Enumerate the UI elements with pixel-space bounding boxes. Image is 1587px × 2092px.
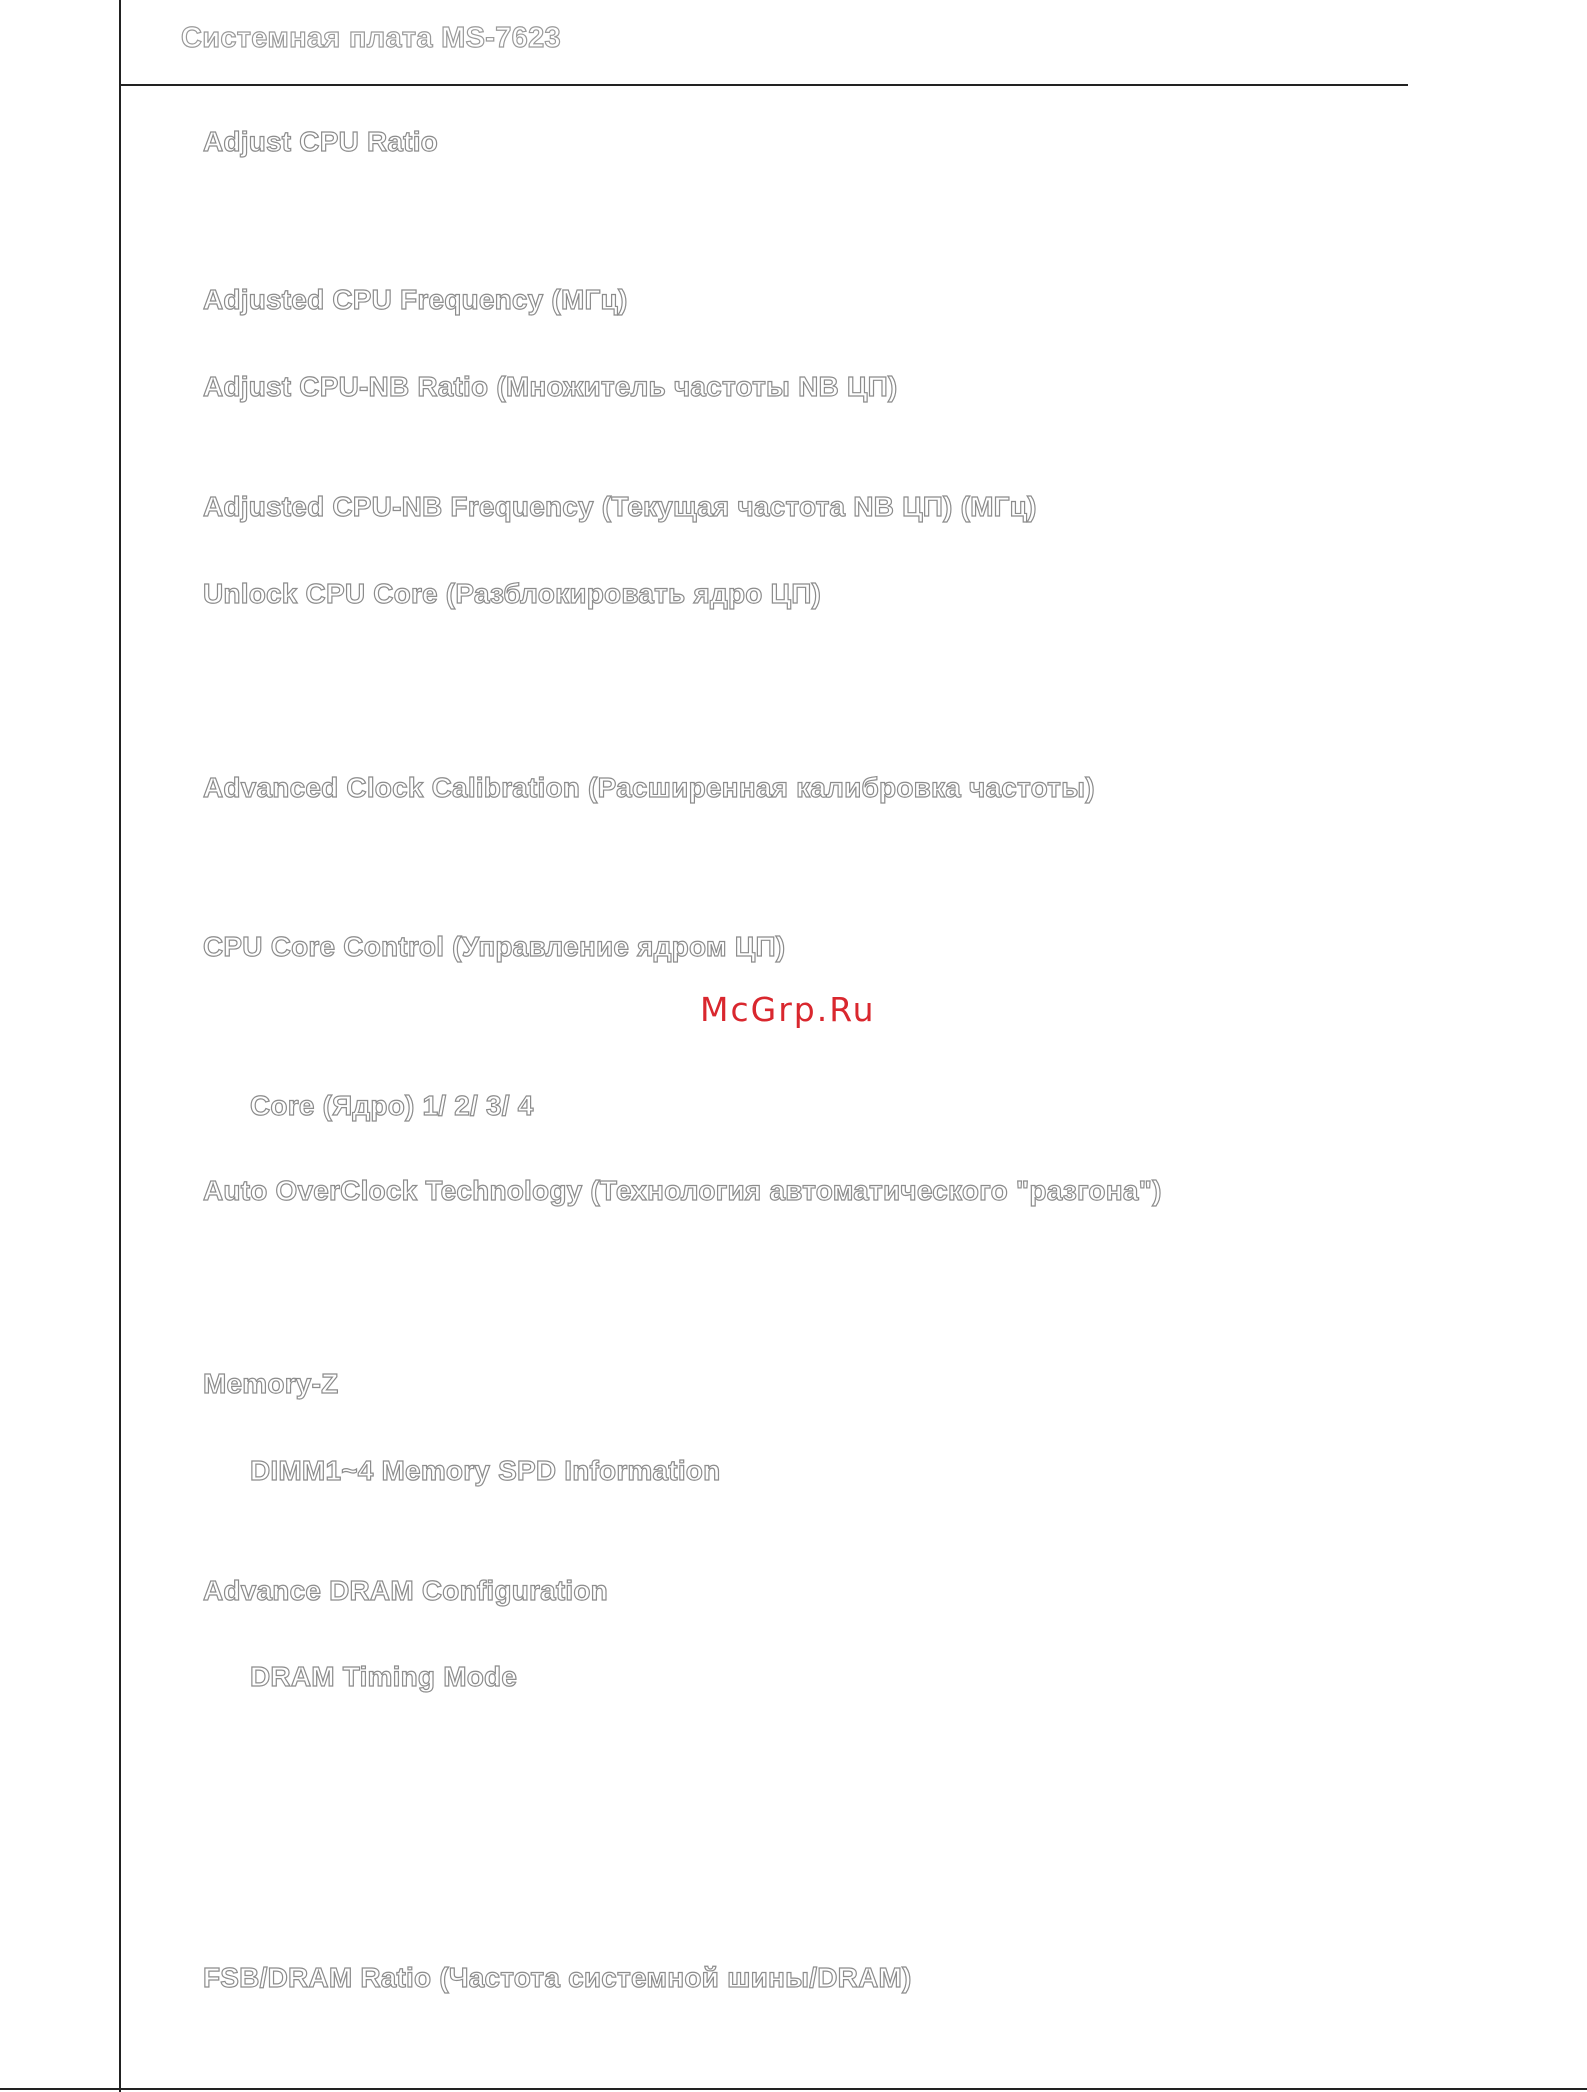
item-adjusted-cpu-nb-frequency: Adjusted CPU-NB Frequency (Текущая частота NB ЦП) (МГц) (203, 491, 1037, 522)
footer-divider (0, 2088, 1587, 2090)
item-auto-overclock-technology: Auto OverClock Technology (Технология автоматического "разгона") (203, 1175, 1162, 1206)
item-core-1-2-3-4: Core (Ядро) 1/ 2/ 3/ 4 (250, 1090, 534, 1121)
item-adjusted-cpu-frequency: Adjusted CPU Frequency (МГц) (203, 284, 628, 315)
item-adjust-cpu-nb-ratio: Adjust CPU-NB Ratio (Множитель частоты NB ЦП) (203, 371, 898, 402)
page-header-title: Системная плата MS-7623 (181, 22, 561, 54)
item-cpu-core-control: CPU Core Control (Управление ядром ЦП) (203, 931, 786, 962)
item-unlock-cpu-core: Unlock CPU Core (Разблокировать ядро ЦП) (203, 578, 822, 609)
item-dimm-spd-information: DIMM1~4 Memory SPD Information (250, 1455, 721, 1486)
item-adjust-cpu-ratio: Adjust CPU Ratio (203, 126, 438, 157)
item-advance-dram-configuration: Advance DRAM Configuration (203, 1575, 608, 1606)
page-left-border (119, 0, 121, 2092)
watermark-text: McGrp.Ru (700, 990, 876, 1029)
item-dram-timing-mode: DRAM Timing Mode (250, 1661, 518, 1692)
item-memory-z: Memory-Z (203, 1368, 339, 1399)
header-divider (119, 84, 1408, 86)
item-fsb-dram-ratio: FSB/DRAM Ratio (Частота системной шины/DRAM) (203, 1962, 912, 1993)
item-advanced-clock-calibration: Advanced Clock Calibration (Расширенная калибровка частоты) (203, 772, 1095, 803)
